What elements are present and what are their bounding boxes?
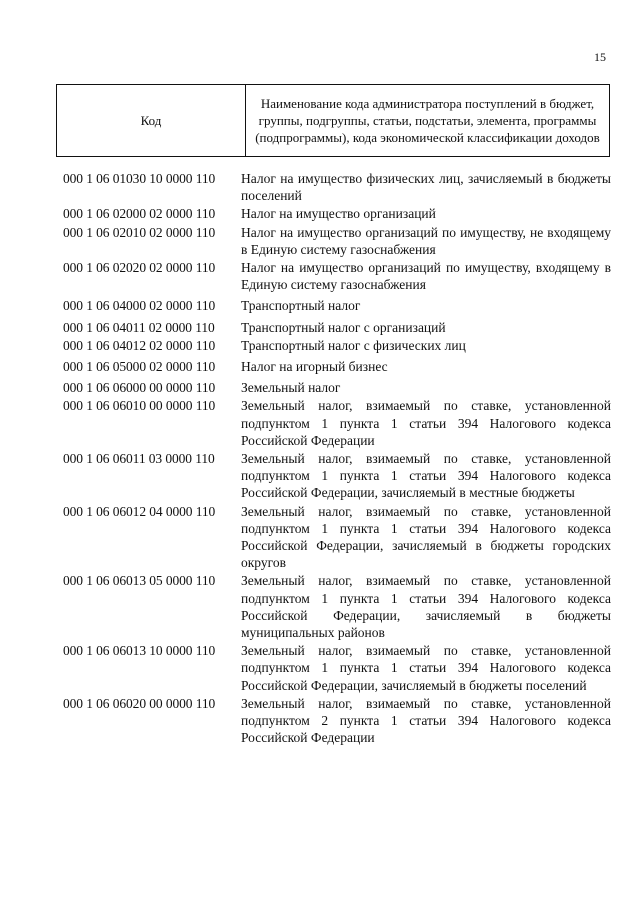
item-code: 000 1 06 06013 05 0000 110 xyxy=(63,573,216,589)
list-item xyxy=(63,337,611,354)
list-item xyxy=(63,503,611,572)
header-code-cell: Код xyxy=(57,85,246,157)
item-name: Земельный налог, взимаемый по ставке, установленной подпунктом 1 пункта 1 статьи 394 Налогового кодекса Российской Федерации, зачисляемый в бюджеты поселений xyxy=(241,643,611,693)
list-item xyxy=(63,297,611,314)
item-code: 000 1 06 06013 10 0000 110 xyxy=(63,643,216,659)
item-name: Земельный налог xyxy=(241,380,341,396)
list-item xyxy=(63,450,611,502)
item-code: 000 1 06 04011 02 0000 110 xyxy=(63,319,215,335)
item-code: 000 1 06 01030 10 0000 110 xyxy=(63,171,216,186)
item-code: 000 1 06 02020 02 0000 110 xyxy=(63,260,216,276)
item-code: 000 1 06 06010 00 0000 110 xyxy=(63,398,216,414)
item-name: Земельный налог, взимаемый по ставке, установленной подпунктом 1 пункта 1 статьи 394 Налогового кодекса Российской Федерации, зачисляемый в бюджеты городских округов xyxy=(241,503,611,571)
item-name: Налог на имущество организаций по имуществу, не входящему в Единую систему газоснабжения xyxy=(241,224,611,257)
item-code: 000 1 06 04000 02 0000 110 xyxy=(63,298,216,314)
item-code: 000 1 06 02010 02 0000 110 xyxy=(63,224,216,240)
item-name: Транспортный налог с физических лиц xyxy=(241,337,466,353)
item-name: Налог на имущество физических лиц, зачисляемый в бюджеты поселений xyxy=(241,171,611,204)
list-item xyxy=(63,170,611,204)
item-code: 000 1 06 06012 04 0000 110 xyxy=(63,503,216,519)
list-item xyxy=(63,572,611,641)
item-code: 000 1 06 06011 03 0000 110 xyxy=(63,451,215,467)
header-table xyxy=(56,84,610,157)
header-name-cell: Наименование кода администратора поступлений в бюджет, группы, подгруппы, статьи, подстатьи, элемента, программы (подпрограммы), кода экономической классификации доходов xyxy=(246,85,610,157)
page-number: 15 xyxy=(594,50,606,64)
list-item xyxy=(63,224,611,258)
item-code: 000 1 06 04012 02 0000 110 xyxy=(63,337,216,353)
item-name: Земельный налог, взимаемый по ставке, установленной подпунктом 1 пункта 1 статьи 394 Налогового кодекса Российской Федерации, зачисляемый в бюджеты муниципальных районов xyxy=(241,573,611,641)
item-name: Транспортный налог с организаций xyxy=(241,319,446,335)
item-code: 000 1 06 06000 00 0000 110 xyxy=(63,380,216,396)
item-code: 000 1 06 06020 00 0000 110 xyxy=(63,695,216,711)
item-code: 000 1 06 02000 02 0000 110 xyxy=(63,206,216,222)
item-code: 000 1 06 05000 02 0000 110 xyxy=(63,359,216,375)
list-item xyxy=(63,642,611,694)
item-name: Налог на игорный бизнес xyxy=(241,359,388,375)
list-item xyxy=(63,358,611,375)
list-item xyxy=(63,695,611,747)
item-name: Земельный налог, взимаемый по ставке, установленной подпунктом 1 пункта 1 статьи 394 Налогового кодекса Российской Федерации, зачисляемый в местные бюджеты xyxy=(241,451,611,501)
item-name: Транспортный налог xyxy=(241,298,361,314)
list-item xyxy=(63,205,611,222)
list-item xyxy=(63,397,611,449)
list-item xyxy=(63,379,611,396)
list-item xyxy=(63,319,611,336)
item-name: Земельный налог, взимаемый по ставке, установленной подпунктом 1 пункта 1 статьи 394 Налогового кодекса Российской Федерации xyxy=(241,398,611,448)
item-name: Налог на имущество организаций xyxy=(241,206,436,222)
header-row xyxy=(57,85,610,157)
classification-list xyxy=(63,170,611,748)
item-name: Налог на имущество организаций по имуществу, входящему в Единую систему газоснабжения xyxy=(241,260,611,293)
list-item xyxy=(63,259,611,293)
item-name: Земельный налог, взимаемый по ставке, установленной подпунктом 2 пункта 1 статьи 394 Налогового кодекса Российской Федерации xyxy=(241,695,611,746)
